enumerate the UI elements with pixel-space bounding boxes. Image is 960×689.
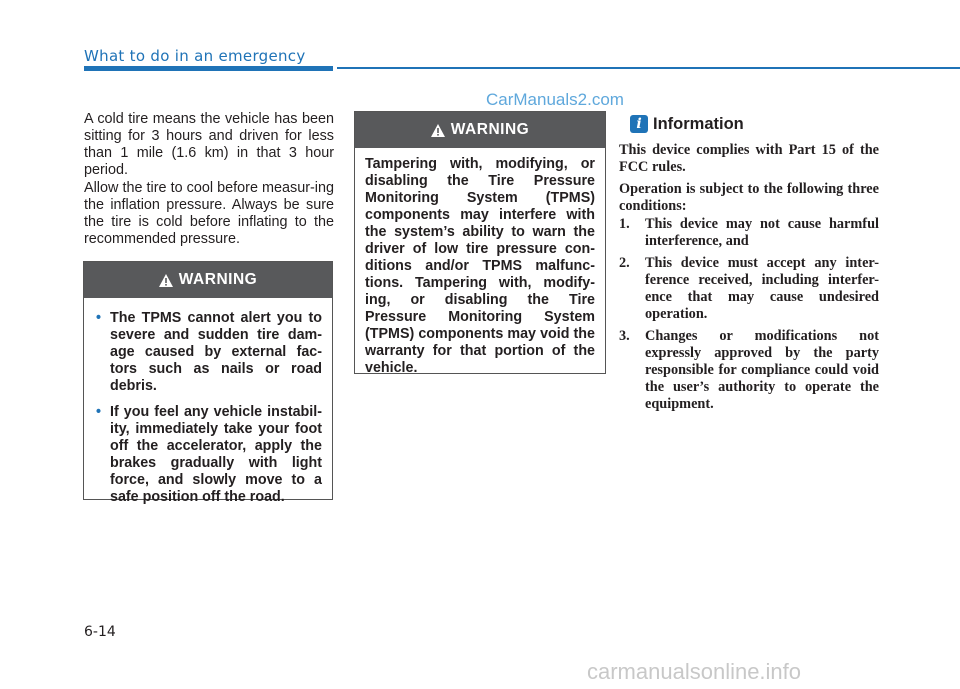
section-title: What to do in an emergency [84,47,306,65]
fcc-compliance-paragraph: This device complies with Part 15 of the FCC rules. [619,142,879,175]
list-item: • If you feel any vehicle instabil-ity, immediately take your foot off the accelerator, apply the brakes gradually with light force, and slowly move to a safe position off the road. [96,404,322,505]
conditions-list [619,216,879,413]
bullet-icon: • [96,404,102,420]
info-icon: i [630,115,648,133]
warning-triangle-icon [431,124,445,137]
warning-heading: WARNING [178,271,258,288]
bullet-icon: • [96,310,102,326]
cold-tire-paragraph: A cold tire means the vehicle has been sitting for 3 hours and driven for less than 1 mile (1.6 km) in that 3 hour period. [84,111,334,178]
info-title: Information [653,115,744,133]
list-item: 2. This device must accept any inter-ference received, including interfer-ence that may cause undesired operation. [619,255,879,322]
tpms-alert-warning-box [83,261,333,505]
list-item: 3. Changes or modifications not expressly approved by the party responsible for compliance could void the user’s authority to operate the equipment. [619,328,879,412]
page-number: 6-14 [84,624,116,640]
list-item: • The TPMS cannot alert you to severe and sudden tire dam-age caused by external fac-tors such as nails or road debris. [96,310,322,394]
operation-conditions-paragraph: Operation is subject to the following three conditions: [619,181,879,214]
warning-bullet-list [94,310,322,506]
header-rule-thin [337,67,960,69]
conditions-list-wrapper [619,216,879,418]
warning-triangle-icon [159,274,173,287]
list-item: 1. This device may not cause harmful interference, and [619,216,879,249]
warning-header [84,262,332,298]
tampering-warning-box [354,111,606,374]
warning-header [355,112,605,148]
warning-text: Tampering with, modifying, or disabling the Tire Pressure Monitoring System (TPMS) components may interfere with the system’s ability to warn the driver of low tire pressure con-ditions and/or TPMS malfunc-tions. Tampering with, modify-ing, or disabling the Tire Pressure Monitoring System (TPMS) components may void the warranty for that portion of the vehicle. [365,156,595,376]
watermark: CarManuals2.com [486,90,624,109]
header-rule-thick [84,66,333,71]
warning-heading: WARNING [450,121,530,138]
footer-watermark: carmanualsonline.info [587,659,802,684]
cool-tire-paragraph: Allow the tire to cool before measur-ing the inflation pressure. Always be sure the tire is cold before inflating to the recommended pressure. [84,180,334,247]
